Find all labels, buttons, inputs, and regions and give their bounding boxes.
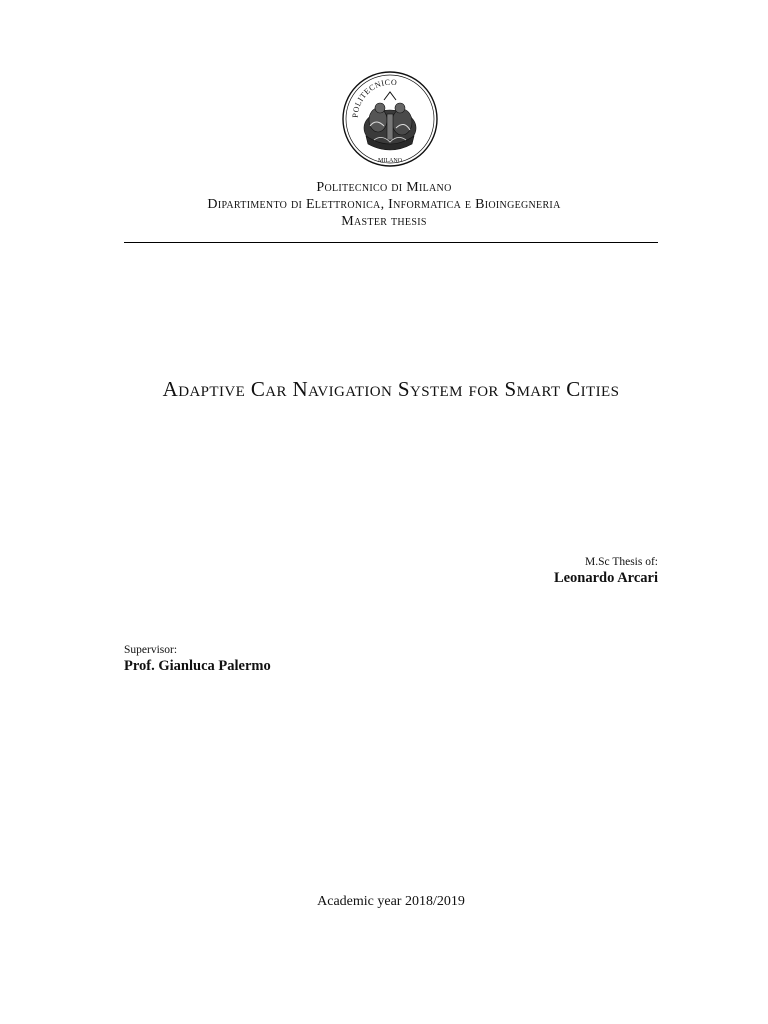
- university-seal-logo: [340, 70, 440, 168]
- degree-type: Master thesis: [341, 214, 427, 229]
- seal-text-bottom: MILANO: [378, 158, 402, 164]
- author-name: Leonardo Arcari: [553, 570, 658, 586]
- supervisor-label: Supervisor:: [124, 644, 178, 656]
- seal-text-top: POLITECNICO: [350, 77, 398, 118]
- supervisor-name: Prof. Gianluca Palermo: [124, 658, 271, 674]
- header-divider: [124, 242, 658, 243]
- academic-year: Academic year 2018/2019: [317, 894, 465, 909]
- author-label: M.Sc Thesis of:: [585, 556, 658, 568]
- author-block: [554, 556, 658, 587]
- university-name: Politecnico di Milano: [316, 180, 452, 195]
- department-name: Dipartimento di Elettronica, Informatica e Bioingegneria: [207, 197, 561, 212]
- thesis-title: Adaptive Car Navigation System for Smart Cities: [162, 377, 620, 401]
- supervisor-block: [124, 644, 271, 675]
